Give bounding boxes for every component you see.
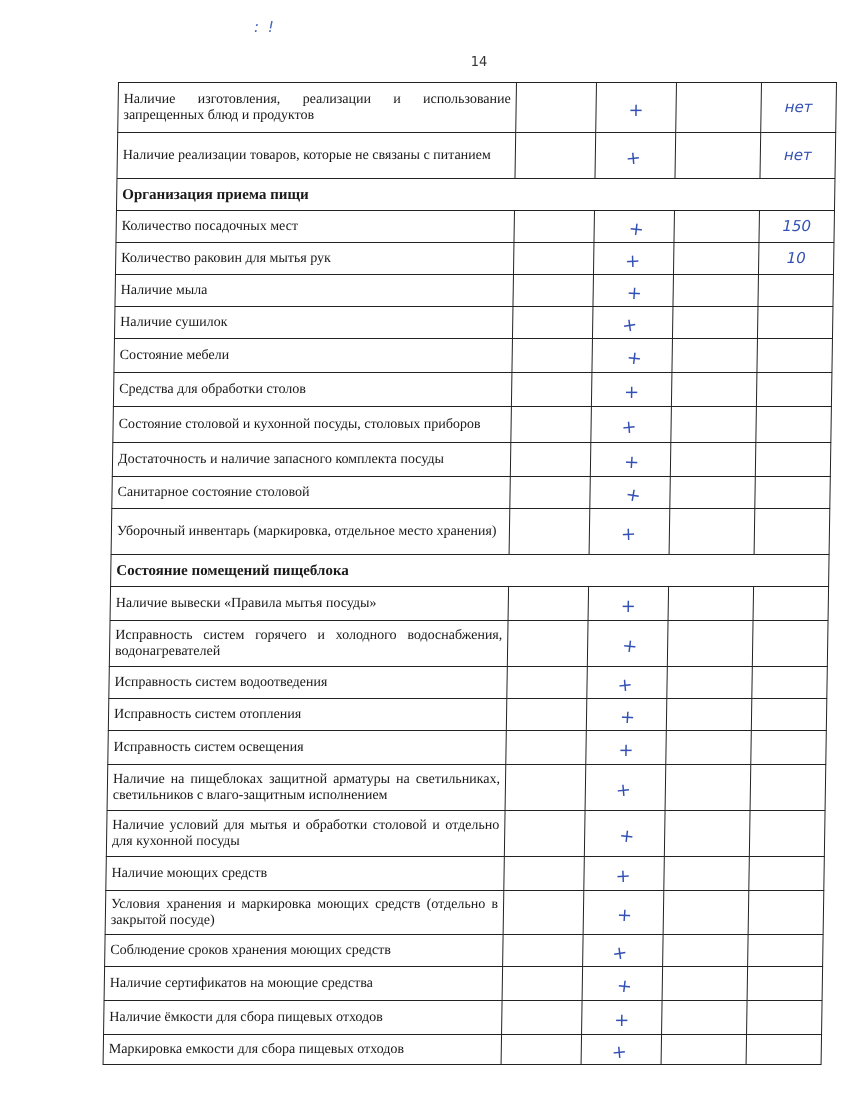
item-label: Средства для обработки столов (113, 373, 512, 407)
checklist-row (103, 1035, 821, 1065)
handwritten-note: 150 (782, 216, 812, 235)
blank-cell (511, 373, 592, 407)
blank-cell (506, 731, 587, 765)
note-cell (748, 935, 824, 967)
check-cell (583, 935, 664, 967)
note-cell (747, 967, 823, 1001)
blank-cell (676, 83, 762, 133)
checklist-row (106, 857, 825, 891)
check-cell (592, 307, 673, 339)
checklist-table (103, 82, 837, 1065)
check-cell (582, 1001, 663, 1035)
item-label: Количество раковин для мытья рук (115, 243, 514, 275)
handwritten-plus-mark: + (628, 99, 644, 121)
blank-cell (510, 477, 591, 509)
note-cell (755, 477, 831, 509)
blank-cell (671, 407, 757, 443)
note-cell (757, 339, 833, 373)
handwritten-plus-mark: + (617, 824, 636, 848)
item-label: Соблюдение сроков хранения моющих средств (105, 935, 504, 967)
blank-cell (514, 211, 595, 243)
note-cell (757, 307, 833, 339)
checklist-sheet (103, 82, 837, 1065)
section-header (116, 179, 835, 211)
check-cell (591, 373, 672, 407)
item-label: Наличие реализации товаров, которые не связаны с питанием (117, 133, 516, 179)
check-cell (590, 477, 671, 509)
item-label: Наличие ёмкости для сбора пищевых отходов (104, 1001, 503, 1035)
section-header (111, 555, 830, 587)
note-cell (761, 83, 837, 133)
check-cell (593, 243, 674, 275)
checklist-row (116, 211, 835, 243)
checklist-row (112, 477, 831, 509)
check-cell (581, 1035, 661, 1065)
checklist-row (112, 443, 831, 477)
blank-cell (667, 667, 753, 699)
handwritten-plus-mark: + (624, 146, 642, 170)
handwritten-plus-mark: + (615, 974, 634, 998)
blank-cell (675, 133, 761, 179)
note-cell (752, 621, 828, 667)
item-label: Наличие на пищеблоках защитной арматуры на светильниках, светильников с влаго-защитным исполнением (107, 765, 506, 811)
handwritten-plus-mark: + (620, 634, 639, 658)
checklist-row (105, 935, 824, 967)
blank-cell (673, 243, 759, 275)
blank-cell (674, 211, 760, 243)
note-cell (751, 731, 827, 765)
blank-cell (502, 967, 583, 1001)
check-cell (587, 667, 668, 699)
blank-cell (513, 243, 594, 275)
handwritten-plus-mark: + (615, 865, 631, 887)
blank-cell (664, 857, 750, 891)
check-cell (586, 699, 667, 731)
checklist-row (114, 339, 833, 373)
item-label: Количество посадочных мест (116, 211, 515, 243)
handwritten-plus-mark: + (625, 346, 643, 370)
note-cell (747, 1001, 823, 1035)
check-cell (592, 339, 673, 373)
checklist-row (114, 307, 833, 339)
check-cell (583, 891, 664, 935)
checklist-row (113, 407, 832, 443)
check-cell (582, 967, 663, 1001)
check-cell (584, 811, 665, 857)
blank-cell (669, 509, 755, 555)
item-label: Наличие сертификатов на моющие средства (104, 967, 503, 1001)
check-cell (596, 83, 677, 133)
note-cell (755, 443, 831, 477)
check-cell (588, 587, 669, 621)
blank-cell (512, 307, 593, 339)
handwritten-page-mark: : ! (254, 18, 276, 36)
note-cell (746, 1035, 821, 1065)
blank-cell (662, 967, 748, 1001)
item-label: Наличие вывески «Правила мытья посуды» (110, 587, 509, 621)
blank-cell (663, 935, 749, 967)
blank-cell (666, 731, 752, 765)
blank-cell (508, 587, 589, 621)
check-cell (593, 275, 674, 307)
check-cell (586, 731, 667, 765)
handwritten-plus-mark: + (627, 217, 645, 241)
item-label: Исправность систем освещения (108, 731, 507, 765)
blank-cell (668, 587, 754, 621)
blank-cell (516, 83, 597, 133)
note-cell (752, 667, 828, 699)
check-cell (587, 621, 668, 667)
handwritten-plus-mark: + (619, 706, 636, 728)
note-cell (756, 373, 832, 407)
check-cell (594, 211, 675, 243)
checklist-row (108, 699, 827, 731)
checklist-row (115, 243, 834, 275)
handwritten-plus-mark: + (614, 1009, 630, 1031)
blank-cell (504, 811, 585, 857)
note-cell (758, 243, 834, 275)
item-label: Уборочный инвентарь (маркировка, отдельное место хранения) (111, 509, 510, 555)
blank-cell (670, 443, 756, 477)
note-cell (759, 211, 835, 243)
checklist-row (109, 621, 828, 667)
checklist-row (104, 1001, 823, 1035)
blank-cell (503, 891, 584, 935)
check-cell (595, 133, 676, 179)
item-label: Состояние столовой и кухонной посуды, столовых приборов (113, 407, 512, 443)
handwritten-plus-mark: + (610, 941, 629, 965)
item-label: Наличие условий для мытья и обработки столовой и отдельно для кухонной посуды (106, 811, 505, 857)
blank-cell (672, 339, 758, 373)
checklist-row (107, 765, 826, 811)
handwritten-plus-mark: + (610, 1040, 628, 1064)
item-label: Наличие мыла (115, 275, 514, 307)
blank-cell (663, 891, 749, 935)
blank-cell (661, 1035, 746, 1065)
item-label: Наличие изготовления, реализации и использование запрещенных блюд и продуктов (118, 83, 517, 133)
blank-cell (662, 1001, 748, 1035)
note-cell (758, 275, 834, 307)
note-cell (760, 133, 836, 179)
checklist-row (118, 83, 837, 133)
item-label: Исправность систем отопления (108, 699, 507, 731)
blank-cell (666, 699, 752, 731)
blank-cell (504, 857, 585, 891)
blank-cell (509, 509, 590, 555)
checklist-row (111, 509, 830, 555)
handwritten-plus-mark: + (623, 483, 643, 507)
handwritten-note: нет (783, 145, 812, 164)
blank-cell (672, 307, 758, 339)
blank-cell (507, 621, 588, 667)
item-label: Достаточность и наличие запасного комплекта посуды (112, 443, 511, 477)
handwritten-plus-mark: + (616, 904, 633, 926)
item-label: Исправность систем горячего и холодного водоснабжения, водонагревателей (109, 621, 508, 667)
item-label: Исправность систем водоотведения (109, 667, 508, 699)
check-cell (589, 509, 670, 555)
handwritten-plus-mark: + (625, 282, 643, 304)
section-title: Организация приема пищи (116, 179, 835, 211)
check-cell (590, 443, 671, 477)
blank-cell (515, 133, 596, 179)
blank-cell (670, 477, 756, 509)
check-cell (585, 765, 666, 811)
handwritten-plus-mark: + (623, 381, 640, 403)
checklist-row (108, 731, 827, 765)
checklist-row (104, 967, 823, 1001)
blank-cell (501, 1035, 581, 1065)
checklist-row (110, 587, 829, 621)
handwritten-plus-mark: + (620, 523, 637, 545)
checklist-row (105, 891, 824, 935)
blank-cell (671, 373, 757, 407)
note-cell (749, 811, 825, 857)
checklist-row (113, 373, 832, 407)
item-label: Состояние мебели (114, 339, 513, 373)
note-cell (751, 699, 827, 731)
check-cell (591, 407, 672, 443)
checklist-row (115, 275, 834, 307)
note-cell (749, 857, 825, 891)
page-number: 14 (470, 55, 488, 70)
note-cell (754, 509, 830, 555)
note-cell (750, 765, 826, 811)
blank-cell (505, 765, 586, 811)
note-cell (756, 407, 832, 443)
handwritten-plus-mark: + (620, 415, 638, 439)
blank-cell (510, 443, 591, 477)
handwritten-plus-mark: + (623, 451, 640, 473)
handwritten-note: 10 (786, 248, 806, 267)
blank-cell (665, 765, 751, 811)
checklist-row (109, 667, 828, 699)
blank-cell (507, 667, 588, 699)
item-label: Наличие сушилок (114, 307, 513, 339)
checklist-body (103, 83, 836, 1065)
item-label: Маркировка емкости для сбора пищевых отходов (103, 1035, 501, 1065)
note-cell (748, 891, 824, 935)
handwritten-plus-mark: + (620, 595, 636, 617)
blank-cell (673, 275, 759, 307)
blank-cell (511, 407, 592, 443)
checklist-row (106, 811, 825, 857)
handwritten-plus-mark: + (614, 778, 632, 802)
handwritten-plus-mark: + (624, 250, 641, 272)
handwritten-plus-mark: + (618, 739, 634, 761)
blank-cell (503, 935, 584, 967)
checklist-row (117, 133, 836, 179)
handwritten-plus-mark: + (620, 313, 639, 337)
item-label: Наличие моющих средств (106, 857, 505, 891)
item-label: Условия хранения и маркировка моющих средств (отдельно в закрытой посуде) (105, 891, 504, 935)
blank-cell (513, 275, 594, 307)
note-cell (753, 587, 829, 621)
blank-cell (502, 1001, 583, 1035)
blank-cell (664, 811, 750, 857)
blank-cell (512, 339, 593, 373)
blank-cell (506, 699, 587, 731)
section-title: Состояние помещений пищеблока (111, 555, 830, 587)
check-cell (584, 857, 665, 891)
handwritten-plus-mark: + (616, 673, 634, 697)
blank-cell (667, 621, 753, 667)
item-label: Санитарное состояние столовой (112, 477, 511, 509)
handwritten-note: нет (784, 97, 813, 116)
